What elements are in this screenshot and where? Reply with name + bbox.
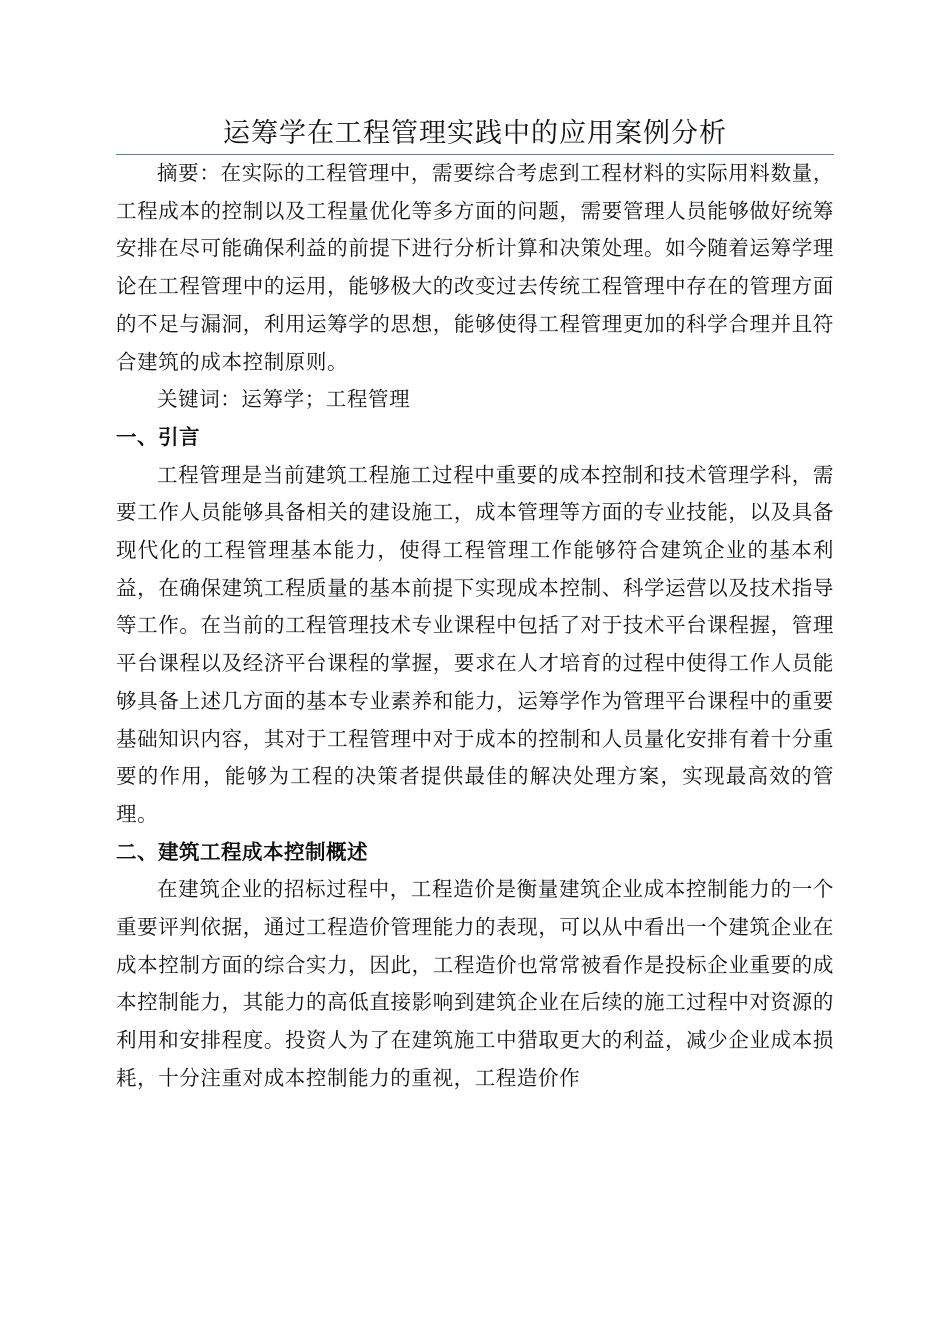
- abstract-paragraph: 摘要：在实际的工程管理中，需要综合考虑到工程材料的实际用料数量，工程成本的控制以及工程量优化等多方面的问题，需要管理人员能够做好统筹安排在尽可能确保利益的前提下进行分析计算和决策处理。如今随着运筹学理论在工程管理中的运用，能够极大的改变过去传统工程管理中存在的管理方面的不足与漏洞，利用运筹学的思想，能够使得工程管理更加的科学合理并且符合建筑的成本控制原则。: [116, 161, 834, 374]
- section-heading-introduction: 一、引言: [116, 424, 200, 449]
- keywords-line: 关键词：运筹学；工程管理: [157, 387, 411, 412]
- cost-control-paragraph: 在建筑企业的招标过程中，工程造价是衡量建筑企业成本控制能力的一个重要评判依据，通过工程造价管理能力的表现，可以从中看出一个建筑企业在成本控制方面的综合实力，因此，工程造价也常常被看作是投标企业重要的成本控制能力，其能力的高低直接影响到建筑企业在后续的施工过程中对资源的利用和安排程度。投资人为了在建筑施工中猎取更大的利益，减少企业成本损耗，十分注重对成本控制能力的重视，工程造价作: [116, 877, 834, 1090]
- section-heading-cost-control: 二、建筑工程成本控制概述: [116, 839, 368, 864]
- document-title: 运筹学在工程管理实践中的应用案例分析: [223, 118, 727, 149]
- introduction-paragraph: 工程管理是当前建筑工程施工过程中重要的成本控制和技术管理学科，需要工作人员能够具备相关的建设施工，成本管理等方面的专业技能，以及具备现代化的工程管理基本能力，使得工程管理工作能够符合建筑企业的基本利益，在确保建筑工程质量的基本前提下实现成本控制、科学运营以及技术指导等工作。在当前的工程管理技术专业课程中包括了对于技术平台课程握，管理平台课程以及经济平台课程的掌握，要求在人才培育的过程中使得工作人员能够具备上述几方面的基本专业素养和能力，运筹学作为管理平台课程中的重要基础知识内容，其对于工程管理中对于成本的控制和人员量化安排有着十分重要的作用，能够为工程的决策者提供最佳的解决处理方案，实现最高效的管理。: [116, 462, 834, 826]
- document-page: [116, 0, 834, 1098]
